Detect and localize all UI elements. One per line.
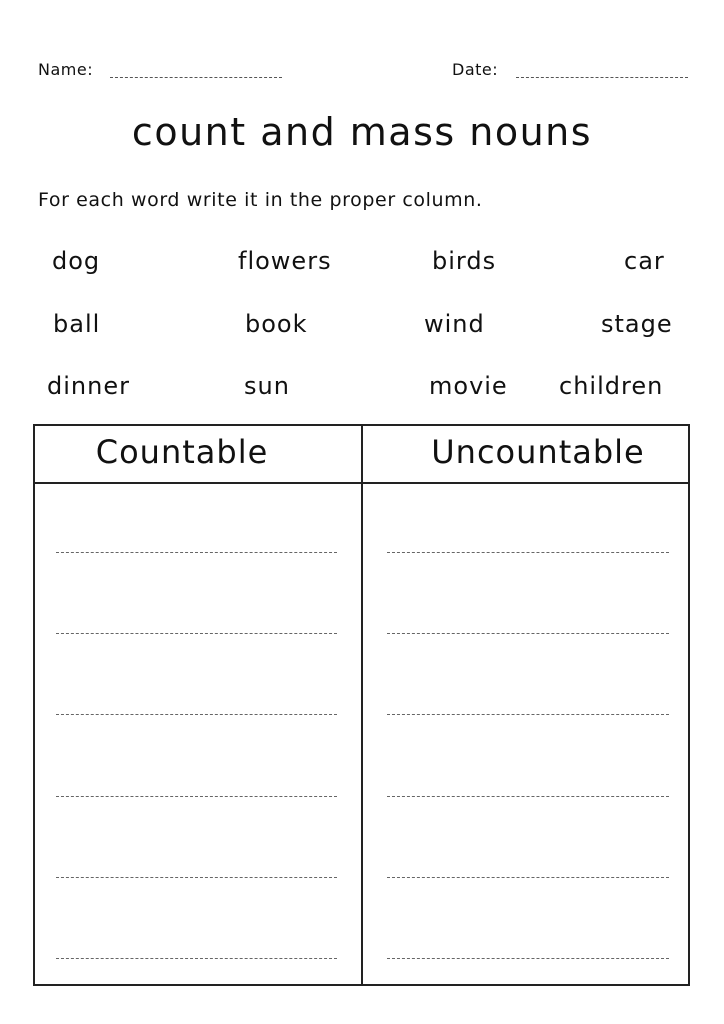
page-title: count and mass nouns (131, 110, 593, 154)
countable-write-line[interactable] (56, 633, 337, 634)
name-blank[interactable] (110, 77, 282, 78)
name-label: Name: (38, 60, 94, 79)
word-bank-item: ball (53, 310, 101, 338)
countable-write-line[interactable] (56, 877, 337, 878)
uncountable-column-header: Uncountable (431, 433, 645, 471)
word-bank-item: stage (601, 310, 673, 338)
date-label: Date: (452, 60, 499, 79)
uncountable-write-line[interactable] (387, 796, 669, 797)
word-bank-item: wind (424, 310, 485, 338)
uncountable-write-line[interactable] (387, 633, 669, 634)
uncountable-write-line[interactable] (387, 552, 669, 553)
uncountable-write-line[interactable] (387, 877, 669, 878)
instructions: For each word write it in the proper column. (38, 189, 483, 211)
date-blank[interactable] (516, 77, 688, 78)
countable-write-line[interactable] (56, 958, 337, 959)
word-bank-item: car (624, 247, 665, 275)
word-bank-item: children (559, 372, 664, 400)
countable-write-line[interactable] (56, 552, 337, 553)
word-bank-item: flowers (238, 247, 332, 275)
header-rule (33, 482, 690, 484)
word-bank-item: birds (432, 247, 497, 275)
countable-column-header: Countable (95, 433, 269, 471)
column-divider (361, 424, 363, 986)
word-bank-item: movie (429, 372, 508, 400)
word-bank-item: book (245, 310, 308, 338)
word-bank-item: sun (244, 372, 290, 400)
word-bank-item: dinner (47, 372, 130, 400)
uncountable-write-line[interactable] (387, 958, 669, 959)
word-bank-item: dog (52, 247, 101, 275)
countable-write-line[interactable] (56, 714, 337, 715)
countable-write-line[interactable] (56, 796, 337, 797)
uncountable-write-line[interactable] (387, 714, 669, 715)
